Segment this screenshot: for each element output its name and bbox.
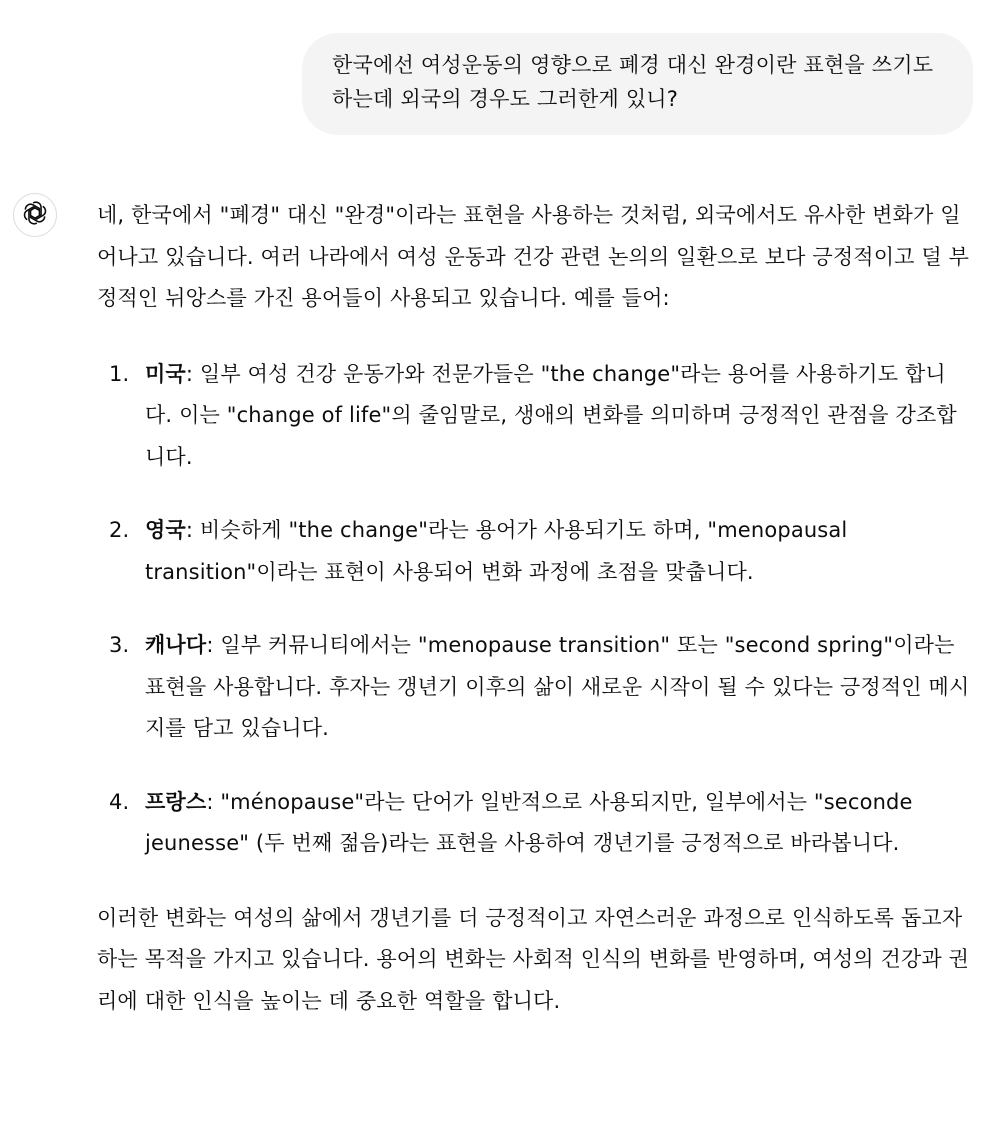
country-list (97, 354, 972, 865)
list-number: 2. (109, 518, 130, 542)
list-item (97, 510, 972, 593)
list-item-text: : 일부 커뮤니티에서는 "menopause transition" 또는 "second spring"이라는 표현을 사용합니다. 후자는 갱년기 이후의 삶이 새로운 시작이 될 수 있다는 긍정적인 메시지를 담고 있습니다. (145, 633, 970, 740)
openai-logo-icon (21, 199, 49, 231)
list-item (97, 625, 972, 750)
country-name: 프랑스 (145, 789, 207, 814)
list-item-text: : 일부 여성 건강 운동가와 전문가들은 "the change"라는 용어를 사용하기도 합니다. 이는 "change of life"의 줄임말로, 생애의 변화를 의미하며 긍정적인 관점을 강조합니다. (145, 361, 957, 469)
list-item-text: : "ménopause"라는 단어가 일반적으로 사용되지만, 일부에서는 "seconde jeunesse" (두 번째 젊음)라는 표현을 사용하여 갱년기를 긍정적으로 바라봅니다. (145, 789, 913, 855)
user-message-bubble (302, 33, 973, 135)
list-number: 1. (109, 361, 130, 386)
user-message-text: 한국에선 여성운동의 영향으로 폐경 대신 완경이란 표현을 쓰기도 하는데 외국의 경우도 그러한게 있니? (332, 53, 934, 111)
list-number: 4. (109, 789, 130, 814)
list-number: 3. (109, 633, 130, 657)
list-item-text: : 비슷하게 "the change"라는 용어가 사용되기도 하며, "menopausal transition"이라는 표현이 사용되어 변화 과정에 초점을 맞춥니다. (145, 518, 848, 584)
assistant-intro: 네, 한국에서 "폐경" 대신 "완경"이라는 표현을 사용하는 것처럼, 외국에서도 유사한 변화가 일어나고 있습니다. 여러 나라에서 여성 운동과 건강 관련 논의의 일환으로 보다 긍정적이고 덜 부정적인 뉘앙스를 가진 용어들이 사용되고 있습니다. 예를 들어: (97, 203, 970, 310)
assistant-message (97, 195, 972, 1022)
assistant-avatar (13, 193, 57, 237)
country-name: 영국 (145, 518, 186, 542)
list-item (97, 782, 972, 865)
assistant-conclusion: 이러한 변화는 여성의 삶에서 갱년기를 더 긍정적이고 자연스러운 과정으로 인식하도록 돕고자 하는 목적을 가지고 있습니다. 용어의 변화는 사회적 인식의 변화를 반영하며, 여성의 건강과 권리에 대한 인식을 높이는 데 중요한 역할을 합니다. (97, 905, 970, 1013)
country-name: 캐나다 (145, 633, 207, 657)
list-item (97, 354, 972, 479)
country-name: 미국 (145, 361, 186, 386)
